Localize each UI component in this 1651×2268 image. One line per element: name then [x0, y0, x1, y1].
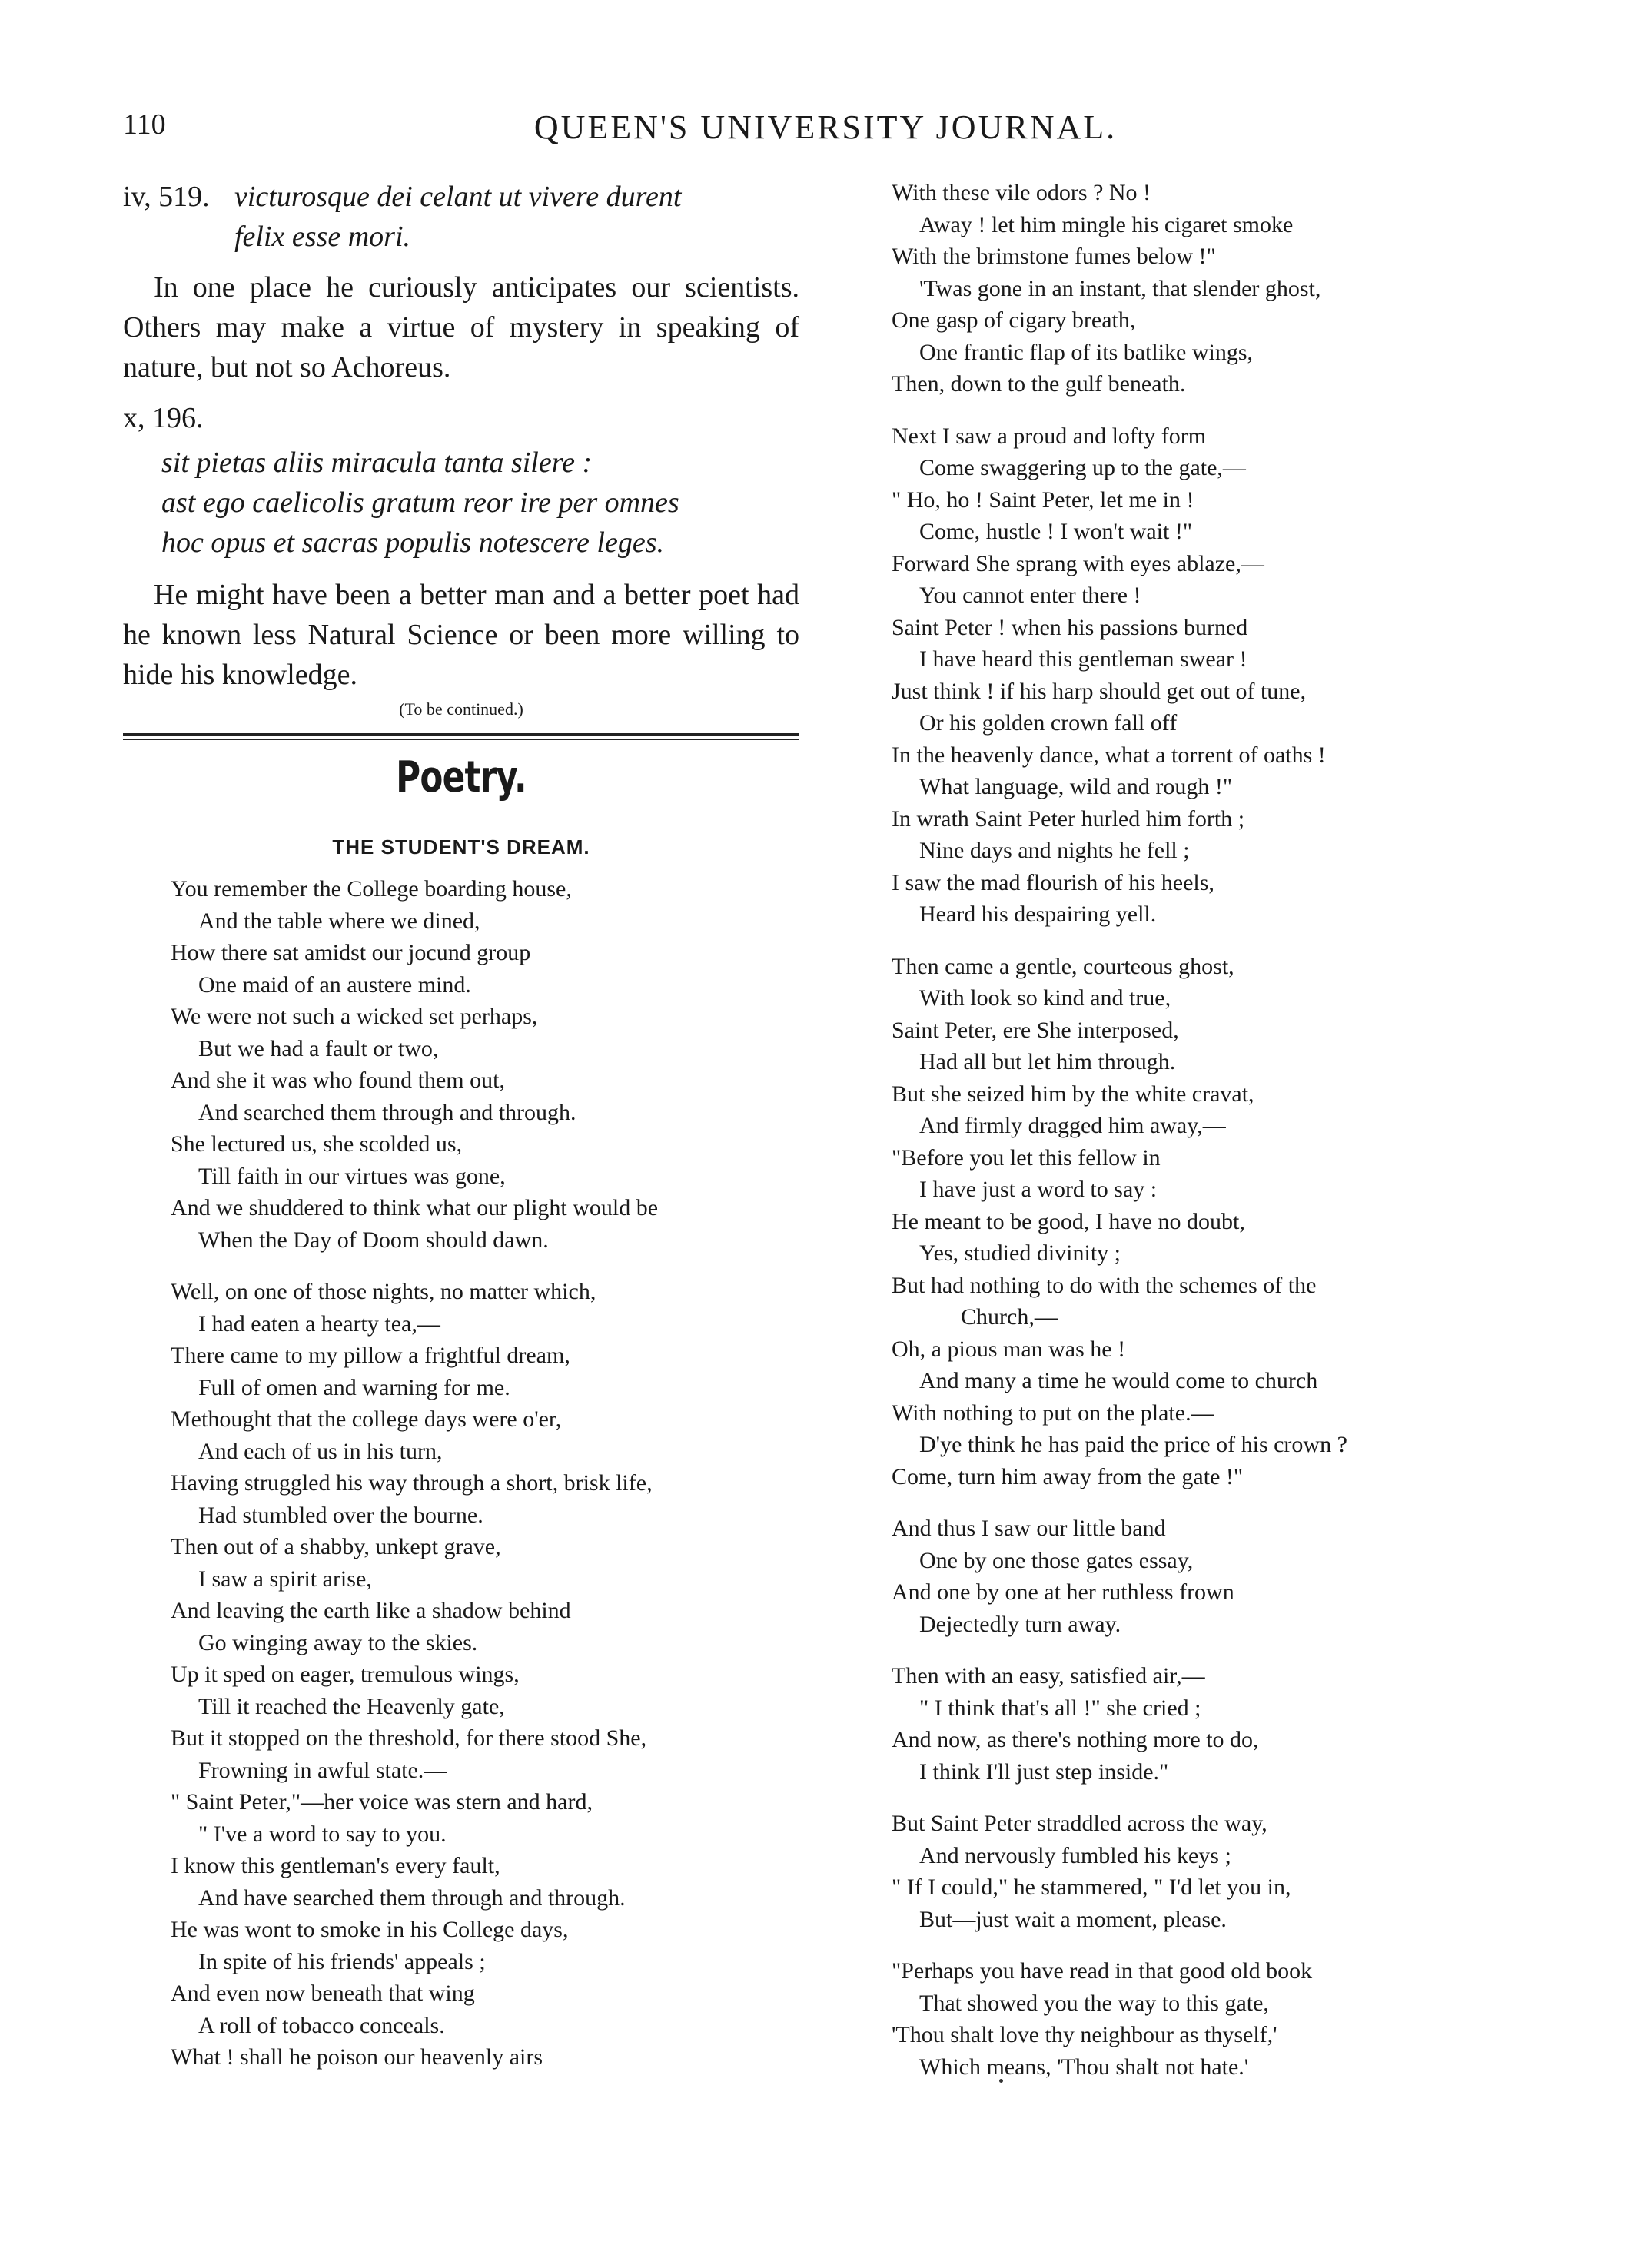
poem-line: And searched them through and through.: [198, 1099, 576, 1125]
journal-title: QUEEN'S UNIVERSITY JOURNAL.: [533, 108, 1118, 146]
poem-line: Nine days and nights he fell ;: [919, 838, 1190, 863]
poem-line: " I think that's all !" she cried ;: [919, 1695, 1201, 1721]
latin-line: victurosque dei celant ut vivere durent: [234, 181, 682, 213]
poem-line: And leaving the earth like a shadow behind: [171, 1598, 571, 1623]
poem-right-part: [869, 177, 1545, 2083]
poem-line: Till faith in our virtues was gone,: [198, 1163, 506, 1189]
poem-line: Saint Peter ! when his passions burned: [892, 614, 1248, 640]
latin-line: felix esse mori.: [234, 221, 411, 253]
poem-line: Come, hustle ! I won't wait !": [919, 519, 1193, 544]
poem-line: Till it reached the Heavenly gate,: [198, 1693, 505, 1719]
poem-line: Which means, 'Thou shalt not hate.': [919, 2054, 1249, 2080]
poem-line: " I've a word to say to you.: [198, 1821, 447, 1847]
poem-line: You remember the College boarding house,: [171, 876, 572, 902]
poem-line: Up it sped on eager, tremulous wings,: [171, 1662, 520, 1687]
poem-line: I saw the mad flourish of his heels,: [892, 869, 1214, 895]
poem-line: " If I could," he stammered, " I'd let you in,: [892, 1875, 1291, 1900]
page-mark: [999, 2079, 1003, 2083]
poem-line: We were not such a wicked set perhaps,: [171, 1004, 538, 1029]
stanza: [123, 873, 799, 1256]
left-column: [123, 177, 799, 2094]
poem-line: He was wont to smoke in his College days,: [171, 1917, 569, 1942]
poem-line: And she it was who found them out,: [171, 1068, 505, 1093]
poem-line: With look so kind and true,: [919, 985, 1171, 1011]
paragraph: In one place he curiously anticipates our scientists. Others may make a virtue of mystery in speaking of nature, but not so Achoreus.: [123, 271, 799, 384]
poem-line: With these vile odors ? No !: [892, 180, 1151, 205]
poem-line: Just think ! if his harp should get out of tune,: [892, 678, 1307, 704]
to-be-continued: (To be continued.): [399, 699, 523, 719]
paragraph: He might have been a better man and a better poet had he known less Natural Science or been more willing to hide his knowledge.: [123, 579, 799, 691]
poem-line: In spite of his friends' appeals ;: [198, 1948, 486, 1974]
stanza: [869, 1513, 1545, 1640]
poem-line: With the brimstone fumes below !": [892, 244, 1216, 269]
poem-line: Then came a gentle, courteous ghost,: [892, 953, 1234, 979]
poem-line: You cannot enter there !: [919, 583, 1141, 608]
poem-line: But it stopped on the threshold, for there stood She,: [171, 1725, 647, 1751]
poem-line: And nervously fumbled his keys ;: [919, 1842, 1231, 1868]
poem-line: Saint Peter, ere She interposed,: [892, 1017, 1179, 1043]
poem-line: And thus I saw our little band: [892, 1516, 1166, 1541]
prose-block: [123, 575, 799, 695]
poem-line: Yes, studied divinity ;: [919, 1240, 1121, 1266]
stanza: [869, 951, 1545, 1493]
poem-line: "Perhaps you have read in that good old book: [892, 1958, 1313, 1984]
poem-line: Church,—: [961, 1304, 1058, 1330]
poem-line: There came to my pillow a frightful dream,: [171, 1343, 570, 1368]
poem-line: When the Day of Doom should dawn.: [198, 1227, 549, 1253]
stanza: [869, 1808, 1545, 1935]
poem-line: And now, as there's nothing more to do,: [892, 1727, 1259, 1752]
poem-line: What language, wild and rough !": [919, 774, 1233, 799]
poem-line: And each of us in his turn,: [198, 1438, 443, 1464]
poem-line: And many a time he would come to church: [919, 1368, 1318, 1393]
section-heading: Poetry.: [396, 752, 527, 802]
poem-line: She lectured us, she scolded us,: [171, 1131, 463, 1157]
page-number: 110: [123, 108, 166, 141]
poem-line: I think I'll just step inside.": [919, 1758, 1169, 1785]
poem-line: But we had a fault or two,: [198, 1035, 439, 1061]
poem-line: Or his golden crown fall off: [919, 710, 1178, 736]
poem-line: But had nothing to do with the schemes of the: [892, 1272, 1317, 1298]
poem-line: But—just wait a moment, please.: [919, 1906, 1227, 1932]
latin-line: sit pietas aliis miracula tanta silere :: [161, 447, 593, 479]
poem-line: One gasp of cigary breath,: [892, 307, 1136, 333]
poem-line: Having struggled his way through a short, brisk life,: [171, 1470, 653, 1496]
stanza: [869, 1660, 1545, 1788]
poem-line: Then, down to the gulf beneath.: [892, 371, 1186, 397]
poem-line: Heard his despairing yell.: [919, 902, 1157, 927]
poem-line: Come, turn him away from the gate !": [892, 1463, 1244, 1489]
stanza: [869, 420, 1545, 931]
poem-line: Next I saw a proud and lofty form: [892, 423, 1207, 449]
poem-left-part: [123, 873, 799, 2074]
citation-number: iv, 519.: [123, 181, 210, 213]
poem-line: Come swaggering up to the gate,—: [919, 455, 1246, 480]
poem-line: And one by one at her ruthless frown: [892, 1579, 1234, 1605]
poem-line: Then with an easy, satisfied air,—: [892, 1663, 1205, 1689]
poem-line: "Before you let this fellow in: [892, 1144, 1161, 1171]
poem-line: I have just a word to say :: [919, 1177, 1158, 1202]
poem-line: Frowning in awful state.—: [198, 1757, 447, 1783]
poem-line: One by one those gates essay,: [919, 1547, 1194, 1573]
poem-line: I had eaten a hearty tea,—: [198, 1310, 440, 1337]
poem-line: One maid of an austere mind.: [198, 971, 471, 998]
poem-line: Full of omen and warning for me.: [198, 1374, 510, 1400]
poem-line: Then out of a shabby, unkept grave,: [171, 1534, 501, 1559]
poem-line: Oh, a pious man was he !: [892, 1336, 1126, 1362]
poem-line: D'ye think he has paid the price of his crown ?: [919, 1432, 1347, 1457]
poem-line: Had all but let him through.: [919, 1049, 1176, 1074]
poem-line: Go winging away to the skies.: [198, 1629, 478, 1655]
poem-title: THE STUDENT'S DREAM.: [332, 835, 590, 858]
poem-line: Dejectedly turn away.: [919, 1611, 1121, 1637]
poem-line: I saw a spirit arise,: [198, 1566, 372, 1592]
poem-line: 'Twas gone in an instant, that slender ghost,: [919, 275, 1321, 301]
poem-line: Forward She sprang with eyes ablaze,—: [892, 550, 1264, 576]
citation-1-cont: [123, 217, 799, 257]
poem-line: " Saint Peter,"—her voice was stern and hard,: [171, 1789, 593, 1815]
poem-line: And we shuddered to think what our plight would be: [171, 1195, 659, 1220]
poem-line: Away ! let him mingle his cigaret smoke: [919, 211, 1294, 237]
poem-line: And firmly dragged him away,—: [919, 1113, 1226, 1138]
poem-line: What ! shall he poison our heavenly airs: [171, 2044, 543, 2070]
poem-line: But Saint Peter straddled across the way,: [892, 1811, 1267, 1836]
latin-quote: [161, 443, 799, 563]
citation-1: [123, 177, 799, 217]
poem-line: I know this gentleman's every fault,: [171, 1853, 500, 1878]
section-divider: [123, 733, 799, 740]
poem-line: 'Thou shalt love thy neighbour as thyself,': [892, 2022, 1277, 2047]
prose-block: [123, 267, 799, 387]
poem-line: That showed you the way to this gate,: [919, 1990, 1269, 2016]
poem-line: With nothing to put on the plate.—: [892, 1400, 1214, 1426]
latin-line: hoc opus et sacras populis notescere leges.: [161, 526, 664, 559]
poem-line: In wrath Saint Peter hurled him forth ;: [892, 805, 1245, 832]
stanza: [869, 1955, 1545, 2083]
stanza: [123, 1276, 799, 2074]
poem-line: Well, on one of those nights, no matter which,: [171, 1279, 596, 1304]
poem-line: Had stumbled over the bourne.: [198, 1502, 483, 1528]
poem-line: A roll of tobacco conceals.: [198, 2012, 445, 2038]
poem-line: One frantic flap of its batlike wings,: [919, 339, 1254, 365]
poem-line: He meant to be good, I have no doubt,: [892, 1208, 1245, 1234]
stanza: [869, 177, 1545, 400]
poem-line: And have searched them through and through.: [198, 1884, 626, 1911]
poem-line: In the heavenly dance, what a torrent of oaths !: [892, 742, 1326, 768]
poem-line: I have heard this gentleman swear !: [919, 646, 1247, 672]
poem-line: And the table where we dined,: [198, 908, 480, 934]
right-column: [869, 177, 1545, 2103]
latin-line: ast ego caelicolis gratum reor ire per omnes: [161, 486, 679, 519]
poem-line: Methought that the college days were o'er,: [171, 1406, 562, 1432]
poem-line: And even now beneath that wing: [171, 1981, 475, 2006]
citation-2-number: x, 196.: [123, 402, 204, 434]
poem-line: " Ho, ho ! Saint Peter, let me in !: [892, 486, 1194, 513]
poem-line: But she seized him by the white cravat,: [892, 1081, 1254, 1107]
poem-line: How there sat amidst our jocund group: [171, 940, 531, 965]
